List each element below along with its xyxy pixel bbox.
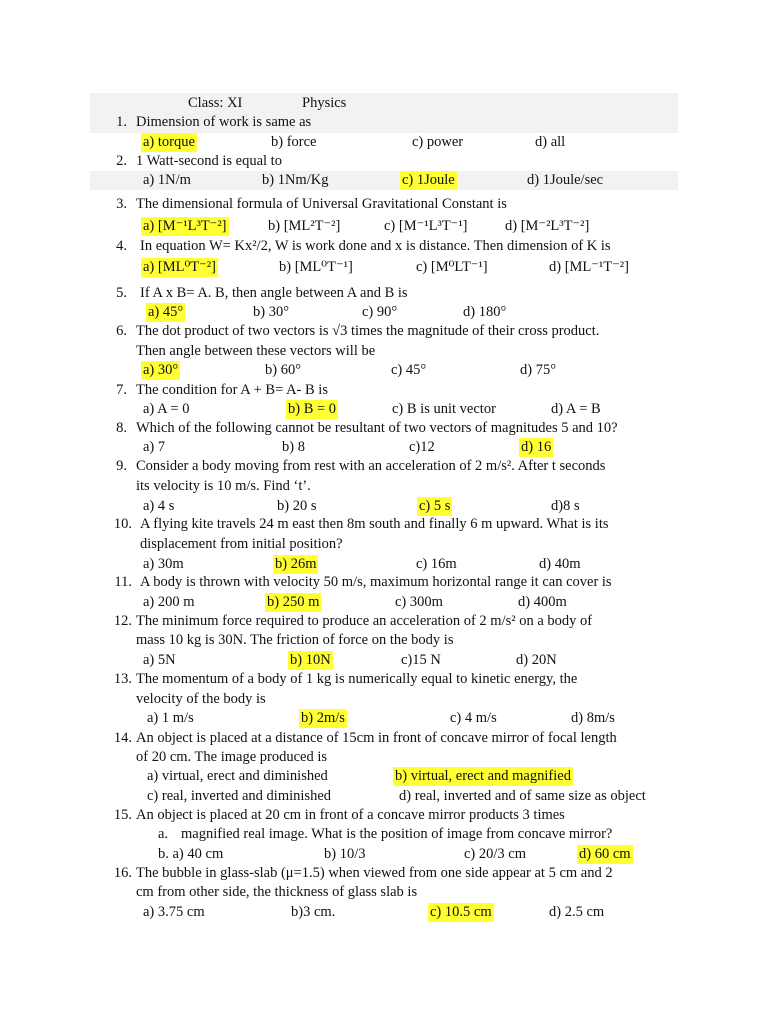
- option: d) 1Joule/sec: [527, 172, 604, 188]
- option-answer: d) 60 cm: [579, 846, 631, 862]
- question-number: 8.: [116, 420, 127, 436]
- question-number: 10.: [113, 516, 132, 532]
- class-label: Class: XI: [188, 95, 243, 111]
- option: a) virtual, erect and diminished: [147, 768, 328, 784]
- question-row: [0, 322, 768, 341]
- question-number: 6.: [116, 323, 127, 339]
- option: b) [ML⁰T⁻¹]: [279, 259, 353, 275]
- option: c)15 N: [401, 652, 441, 668]
- question-row-cont: [0, 883, 768, 902]
- option-answer: a) [ML⁰T⁻²]: [143, 259, 216, 275]
- question-row: [0, 573, 768, 592]
- option: c) 4 m/s: [450, 710, 497, 726]
- question-text: A body is thrown with velocity 50 m/s, maximum horizontal range it can cover is: [140, 574, 612, 590]
- question-text: The dimensional formula of Universal Gravitational Constant is: [136, 196, 507, 212]
- question-row-cont: [0, 748, 768, 767]
- option: c) real, inverted and diminished: [147, 788, 332, 804]
- option: c) 16m: [416, 556, 457, 572]
- option-answer: b) B = 0: [288, 401, 337, 417]
- question-text: If A x B= A. B, then angle between A and B is: [140, 285, 408, 301]
- options-row: [0, 133, 768, 152]
- option: c) power: [412, 134, 464, 150]
- option-answer: b) 250 m: [267, 594, 320, 610]
- option: c) [M⁰LT⁻¹]: [416, 259, 488, 275]
- option-answer: b) virtual, erect and magnified: [395, 768, 571, 784]
- option: d)8 s: [551, 498, 580, 514]
- options-row: [0, 555, 768, 574]
- options-row: [0, 171, 768, 190]
- option: b) 60°: [265, 362, 302, 378]
- question-text: cm from other side, the thickness of glass slab is: [136, 884, 418, 900]
- question-row: [0, 152, 768, 171]
- question-text: In equation W= Kx²/2, W is work done and x is distance. Then dimension of K is: [140, 238, 611, 254]
- option: a) A = 0: [143, 401, 190, 417]
- option-answer: d) 16: [521, 439, 552, 455]
- option: d) 40m: [539, 556, 581, 572]
- options-row: [0, 400, 768, 419]
- option: c)12: [409, 439, 435, 455]
- option: b)3 cm.: [291, 904, 336, 920]
- options-row: [0, 709, 768, 728]
- question-number: 11.: [114, 574, 132, 590]
- option: b) 30°: [253, 304, 290, 320]
- options-row: [0, 438, 768, 457]
- option: b) 1Nm/Kg: [262, 172, 329, 188]
- sub-number: a.: [158, 826, 169, 842]
- option: c) 20/3 cm: [464, 846, 527, 862]
- question-text: An object is placed at a distance of 15cm in front of concave mirror of focal length: [136, 730, 617, 746]
- question-row: [0, 195, 768, 214]
- option: b) force: [271, 134, 317, 150]
- question-number: 5.: [116, 285, 127, 301]
- option: c) 300m: [395, 594, 443, 610]
- question-number: 1.: [116, 114, 127, 130]
- option-answer: a) 30°: [143, 362, 179, 378]
- options-row: [0, 787, 768, 806]
- question-row: [0, 419, 768, 438]
- question-number: 2.: [116, 153, 127, 169]
- question-row-cont: [0, 631, 768, 650]
- question-text: Dimension of work is same as: [136, 114, 312, 130]
- options-row: [0, 258, 768, 277]
- option: d) A = B: [551, 401, 601, 417]
- question-row: [0, 381, 768, 400]
- question-text: Consider a body moving from rest with an acceleration of 2 m/s². After t seconds: [136, 458, 606, 474]
- question-number: 16.: [113, 865, 132, 881]
- option: d) 8m/s: [571, 710, 615, 726]
- question-text: mass 10 kg is 30N. The friction of force on the body is: [136, 632, 454, 648]
- option: b) 10/3: [324, 846, 366, 862]
- question-number: 4.: [116, 238, 127, 254]
- option: a) 1N/m: [143, 172, 191, 188]
- option: a) 30m: [143, 556, 184, 572]
- question-text: its velocity is 10 m/s. Find ‘t’.: [136, 478, 311, 494]
- option: d) 400m: [518, 594, 567, 610]
- question-row-cont: [0, 477, 768, 496]
- question-row: [0, 729, 768, 748]
- question-text: The dot product of two vectors is √3 times the magnitude of their cross product.: [136, 323, 600, 339]
- option-answer: c) 5 s: [419, 498, 451, 514]
- option-answer: a) 45°: [148, 304, 184, 320]
- option: d) 75°: [520, 362, 557, 378]
- question-text: The condition for A + B= A- B is: [136, 382, 328, 398]
- question-row: [0, 457, 768, 476]
- options-row: [0, 903, 768, 922]
- subject-label: Physics: [302, 95, 347, 111]
- question-text: The bubble in glass-slab (μ=1.5) when viewed from one side appear at 5 cm and 2: [136, 865, 613, 881]
- option: d) 20N: [516, 652, 557, 668]
- question-text: magnified real image. What is the position of image from concave mirror?: [181, 826, 613, 842]
- options-row: [0, 651, 768, 670]
- question-number: 12.: [113, 613, 132, 629]
- question-number: 15.: [113, 807, 132, 823]
- question-row-cont: [0, 342, 768, 361]
- header-row: [0, 94, 768, 113]
- question-text: Then angle between these vectors will be: [136, 343, 376, 359]
- option: a) 1 m/s: [147, 710, 194, 726]
- question-row: [0, 515, 768, 534]
- question-row: [0, 670, 768, 689]
- question-number: 7.: [116, 382, 127, 398]
- question-text: velocity of the body is: [136, 691, 266, 707]
- option-answer: a) torque: [143, 134, 195, 150]
- option: d) real, inverted and of same size as object: [399, 788, 646, 804]
- question-row: [0, 612, 768, 631]
- option: b) [ML²T⁻²]: [268, 218, 341, 234]
- option: c) B is unit vector: [392, 401, 496, 417]
- option: d) 180°: [463, 304, 507, 320]
- option-answer: a) [M⁻¹L³T⁻²]: [143, 218, 227, 234]
- question-number: 14.: [113, 730, 132, 746]
- options-row: [0, 217, 768, 236]
- question-text: The minimum force required to produce an acceleration of 2 m/s² on a body of: [136, 613, 593, 629]
- option: a) 5N: [143, 652, 176, 668]
- question-number: 3.: [116, 196, 127, 212]
- question-text: The momentum of a body of 1 kg is numerically equal to kinetic energy, the: [136, 671, 578, 687]
- option: b) 20 s: [277, 498, 317, 514]
- option: c) [M⁻¹L³T⁻¹]: [384, 218, 468, 234]
- question-text: A flying kite travels 24 m east then 8m south and finally 6 m upward. What is its: [140, 516, 609, 532]
- question-row-cont: [0, 690, 768, 709]
- question-row-cont: [0, 535, 768, 554]
- option-answer: b) 2m/s: [301, 710, 345, 726]
- option-answer: b) 10N: [290, 652, 331, 668]
- question-text: An object is placed at 20 cm in front of a concave mirror products 3 times: [136, 807, 565, 823]
- option: c) 90°: [362, 304, 398, 320]
- question-row: [0, 113, 768, 132]
- question-row: [0, 806, 768, 825]
- options-row: [0, 497, 768, 516]
- option: b) 8: [282, 439, 305, 455]
- options-row: [0, 361, 768, 380]
- option: b. a) 40 cm: [158, 846, 224, 862]
- question-row: [0, 864, 768, 883]
- option: a) 3.75 cm: [143, 904, 205, 920]
- option: d) all: [535, 134, 566, 150]
- options-row: [0, 845, 768, 864]
- option: a) 4 s: [143, 498, 175, 514]
- option-answer: c) 10.5 cm: [430, 904, 492, 920]
- option-answer: b) 26m: [275, 556, 317, 572]
- option: c) 45°: [391, 362, 427, 378]
- question-row-cont: [0, 825, 768, 844]
- question-text: of 20 cm. The image produced is: [136, 749, 327, 765]
- option: a) 7: [143, 439, 166, 455]
- options-row: [0, 303, 768, 322]
- option-answer: c) 1Joule: [402, 172, 455, 188]
- options-row: [0, 767, 768, 786]
- option: a) 200 m: [143, 594, 195, 610]
- options-row: [0, 593, 768, 612]
- option: d) 2.5 cm: [549, 904, 605, 920]
- question-row: [0, 284, 768, 303]
- option: d) [M⁻²L³T⁻²]: [505, 218, 590, 234]
- question-text: displacement from initial position?: [140, 536, 343, 552]
- question-row: [0, 237, 768, 256]
- question-text: 1 Watt-second is equal to: [136, 153, 282, 169]
- question-number: 9.: [116, 458, 127, 474]
- question-text: Which of the following cannot be resultant of two vectors of magnitudes 5 and 10?: [136, 420, 618, 436]
- question-number: 13.: [113, 671, 132, 687]
- option: d) [ML⁻¹T⁻²]: [549, 259, 629, 275]
